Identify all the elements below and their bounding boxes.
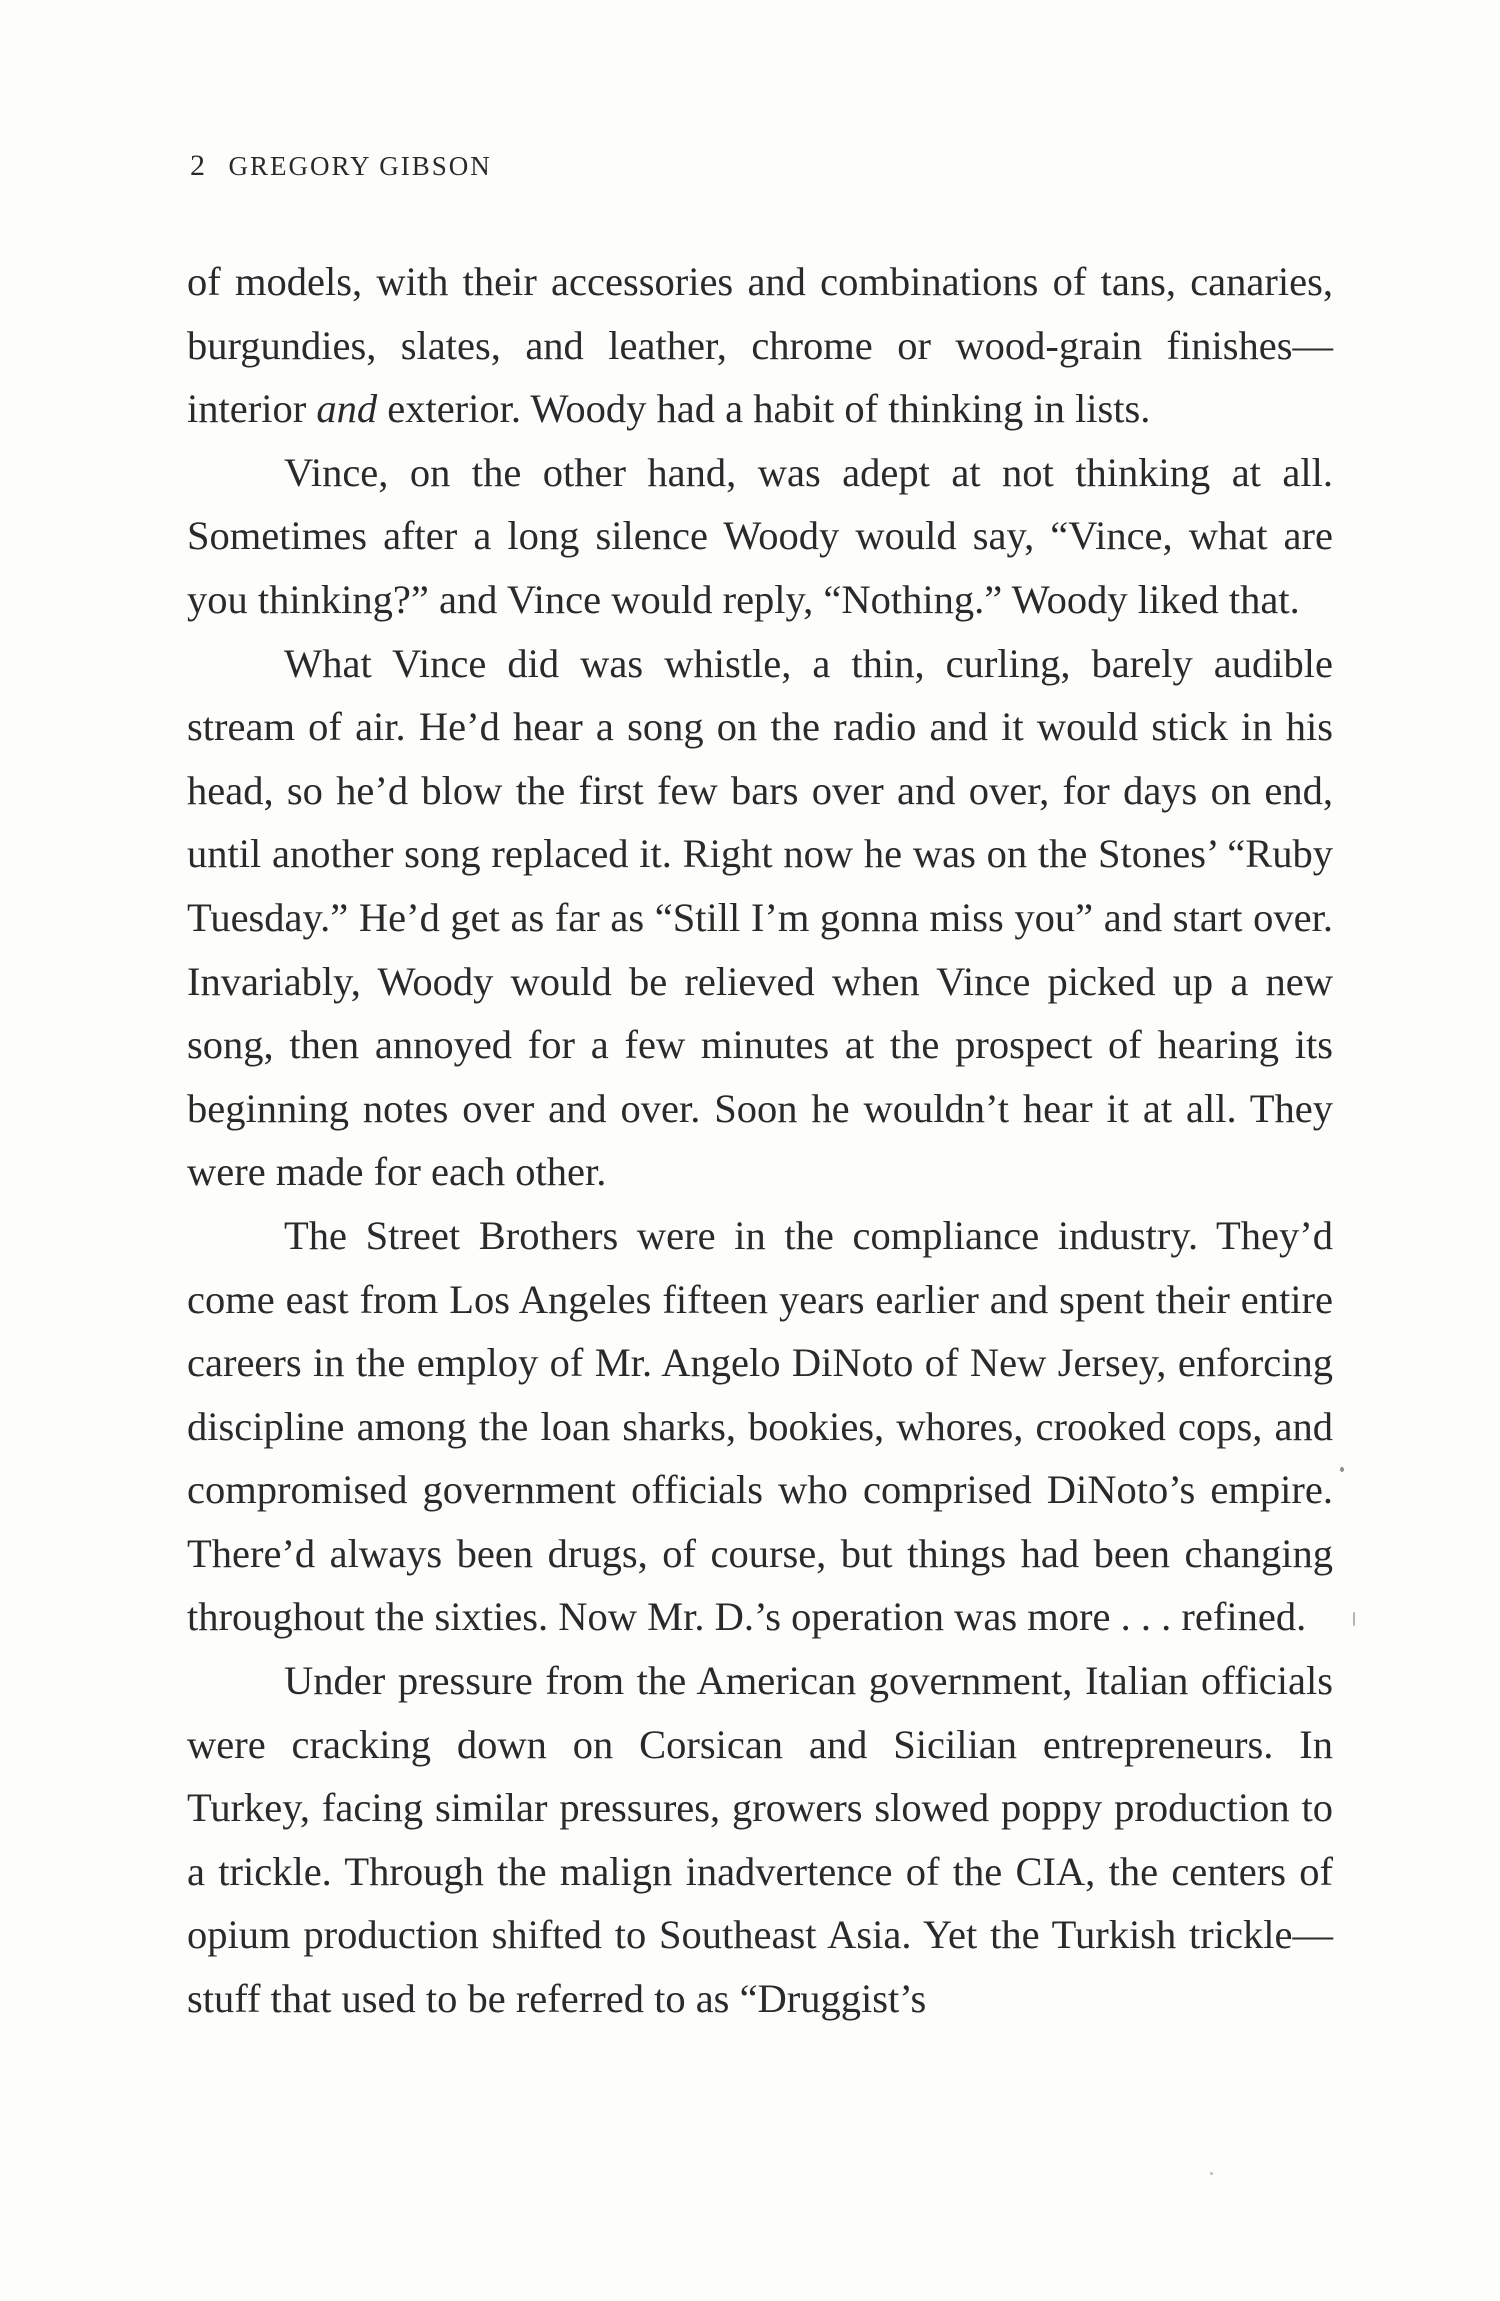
scan-speck [1353, 1612, 1355, 1626]
paragraph: Under pressure from the American government, Italian officials were cracking down on Corsican and Sicilian entrepreneurs. In Turkey, facing similar pressures, growers slowed poppy production to a trickle. Through the malign inadvertence of the CIA, the centers of opium production shifted to Southeast Asia. Yet the Turkish trickle—stuff that used to be referred to as “Druggist’s [187, 1658, 1333, 2022]
paragraph: The Street Brothers were in the compliance industry. They’d come east from Los Angeles fifteen years earlier and spent their entire careers in the employ of Mr. Angelo DiNoto of New Jersey, enforcing discipline among the loan sharks, bookies, whores, crooked cops, and compromised government officials who comprised DiNoto’s empire. There’d always been drugs, of course, but things had been changing throughout the sixties. Now Mr. D.’s operation was more . . . refined. [187, 1212, 1333, 1640]
scan-speck [1340, 1467, 1344, 1472]
author-name: GREGORY GIBSON [228, 151, 492, 181]
italic-word: and [316, 386, 378, 432]
page-number: 2 [190, 149, 207, 182]
scan-speck [1210, 2172, 1213, 2175]
paragraph-text: exterior. Woody had a habit of thinking in lists. [377, 386, 1151, 432]
body-text [187, 250, 1333, 2031]
paragraph-continued [187, 250, 1333, 441]
paragraph: What Vince did was whistle, a thin, curling, barely audible stream of air. He’d hear a song on the radio and it would stick in his head, so he’d blow the first few bars over and over, for days on end, until another song replaced it. Right now he was on the Stones’ “Ruby Tuesday.” He’d get as far as “Still I’m gonna miss you” and start over. Invariably, Woody would be relieved when Vince picked up a new song, then annoyed for a few minutes at the prospect of hearing its beginning notes over and over. Soon he wouldn’t hear it at all. They were made for each other. [187, 640, 1333, 1195]
paragraph-text: of models, with their accessories and combinations of tans, canaries, burgundies, slates, and leather, chrome or wood-grain finishes—interior [187, 259, 1333, 432]
running-head [190, 146, 492, 186]
paragraph: Vince, on the other hand, was adept at not thinking at all. Sometimes after a long silence Woody would say, “Vince, what are you thinking?” and Vince would reply, “Nothing.” Woody liked that. [187, 449, 1333, 622]
